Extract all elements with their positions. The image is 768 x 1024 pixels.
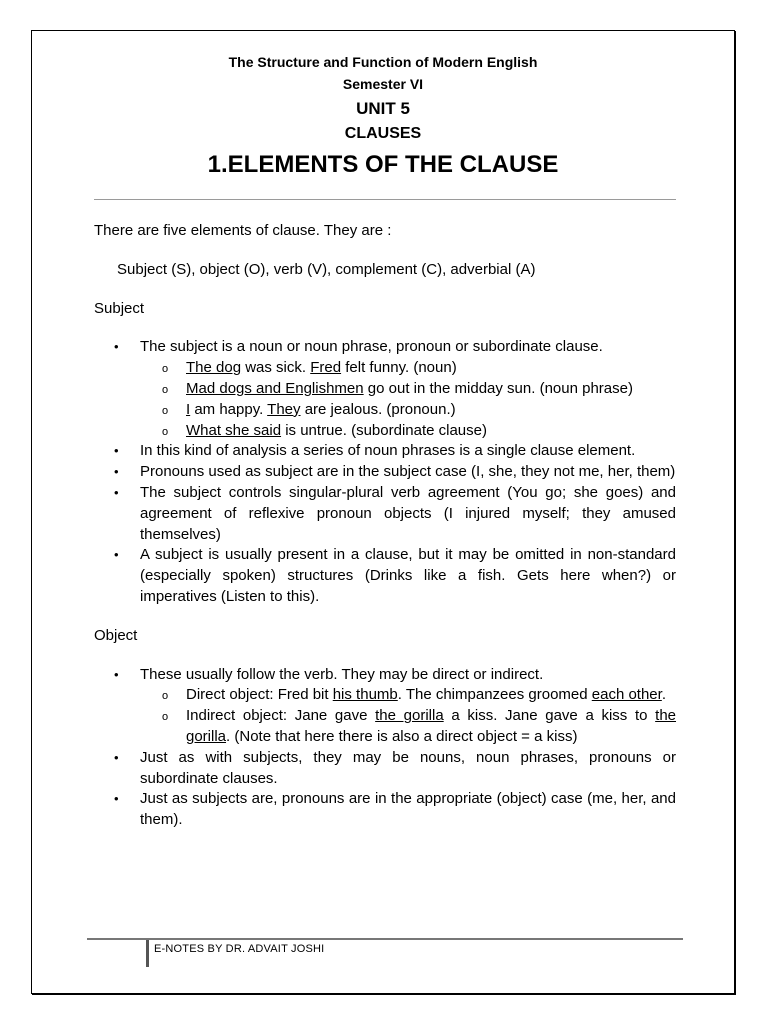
example-text: .: [661, 686, 666, 704]
page-title: 1.ELEMENTS OF THE CLAUSE: [207, 151, 559, 178]
example-text: am happy.: [190, 400, 268, 418]
intro-paragraph: There are five elements of clause. They are :: [94, 222, 392, 239]
list-item: • Pronouns used as subject are in the subject case (I, she, they not me, her, them): [94, 462, 676, 483]
underlined-phrase: They: [267, 400, 301, 418]
example-text: a kiss. Jane gave a kiss to: [443, 707, 656, 725]
underlined-phrase: What she said: [186, 421, 282, 439]
underlined-phrase: The dog: [186, 359, 242, 377]
document-page: [31, 30, 735, 994]
section-heading-subject: Subject: [94, 299, 145, 317]
object-bullet-list: [94, 665, 676, 831]
underlined-phrase: Mad dogs and Englishmen: [186, 379, 364, 397]
example-text: Direct object: Fred bit: [186, 686, 333, 704]
example-text: . The chimpanzees groomed: [397, 686, 592, 704]
list-item: • A subject is usually present in a clause, but it may be omitted in non-standard (especially spoken) structures (Drinks like a fish. Gets here when?) or imperatives (Listen to this).: [94, 545, 676, 607]
unit-label: UNIT 5: [356, 99, 410, 118]
example-item: [140, 421, 676, 442]
underlined-phrase: the gorilla: [375, 707, 444, 725]
elements-list: Subject (S), object (O), verb (V), complement (C), adverbial (A): [117, 260, 536, 278]
list-item: • The subject controls singular-plural verb agreement (You go; she goes) and agreement of reflexive pronoun objects (I injured myself; they amused themselves): [94, 483, 676, 545]
list-item: • In this kind of analysis a series of noun phrases is a single clause element.: [94, 441, 676, 462]
subject-example-list: [140, 358, 676, 441]
example-item: [140, 685, 676, 706]
example-item: [140, 706, 676, 748]
example-text: is untrue. (subordinate clause): [281, 421, 487, 439]
document-body: [94, 221, 676, 849]
list-item: • Just as subjects are, pronouns are in the appropriate (object) case (me, her, and them).: [94, 789, 676, 831]
title-divider: [94, 199, 676, 200]
footer-divider: [87, 938, 683, 940]
bullet-text: The subject is a noun or noun phrase, pronoun or subordinate clause.: [140, 338, 603, 356]
semester-label: Semester VI: [342, 76, 424, 92]
underlined-phrase: each other: [591, 686, 662, 704]
list-item: [94, 665, 676, 748]
example-item: [140, 400, 676, 421]
example-text: . (Note that here there is also a direct object = a kiss): [226, 727, 578, 745]
course-title: The Structure and Function of Modern English: [228, 54, 538, 70]
example-text: Indirect object: Jane gave: [186, 707, 376, 725]
underlined-phrase: Fred: [310, 359, 342, 377]
list-item: • Just as with subjects, they may be nouns, noun phrases, pronouns or subordinate clauses.: [94, 748, 676, 790]
subject-bullet-list: [94, 337, 676, 607]
footer-credit: E-NOTES BY DR. ADVAIT JOSHI: [154, 943, 325, 955]
underlined-phrase: his thumb: [332, 686, 398, 704]
section-heading-object: Object: [94, 626, 138, 644]
underlined-phrase: the gorilla: [186, 707, 677, 745]
object-example-list: [140, 685, 676, 747]
example-text: are jealous. (pronoun.): [300, 400, 456, 418]
example-item: [140, 358, 676, 379]
bullet-text: These usually follow the verb. They may be direct or indirect.: [140, 665, 544, 683]
example-text: go out in the midday sun. (noun phrase): [363, 379, 633, 397]
example-item: [140, 379, 676, 400]
footer-accent-bar: [146, 940, 149, 967]
list-item: [94, 337, 676, 441]
topic-label: CLAUSES: [344, 125, 422, 142]
underlined-phrase: I: [186, 400, 191, 418]
example-text: was sick.: [241, 359, 311, 377]
example-text: felt funny. (noun): [341, 359, 457, 377]
